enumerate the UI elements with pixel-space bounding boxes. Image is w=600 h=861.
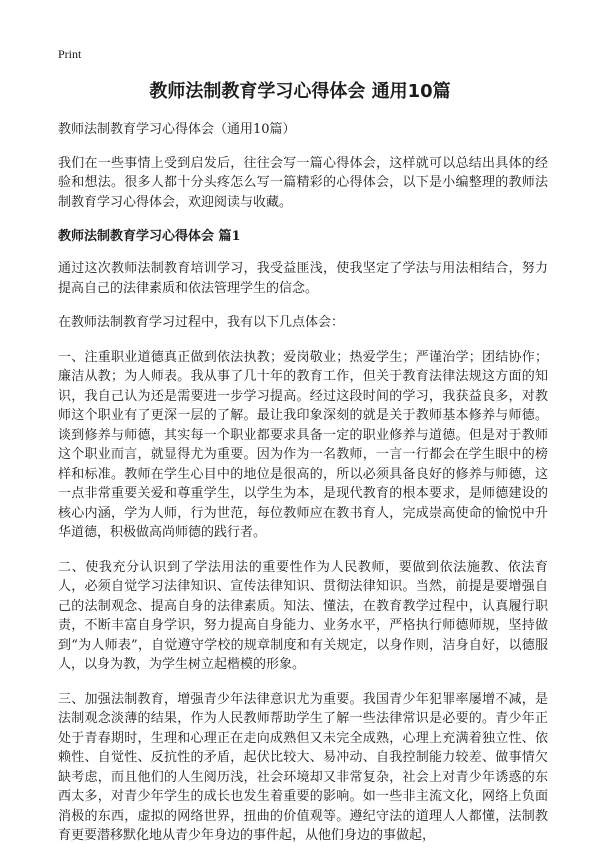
article-subtitle: 教师法制教育学习心得体会（通用10篇） bbox=[58, 122, 296, 137]
body-paragraph-5: 三、加强法制教育，增强青少年法律意识尤为重要。我国青少年犯罪率屡增不减，是法制观念淡薄的结果，作为人民教师帮助学生了解一些法律常识是必要的。青少年正处于青春期时，生理和心理正在走向成熟但又未完全成熟，心理上充满着独立性、依赖性、自觉性、反抗性的矛盾，起伏比较大、易冲动、自我控制能力较差、做事情欠缺考虑，而且他们的人生阅历浅，社会环境却又非常复杂，社会上对青少年诱惑的东西太多，对青少年学生的成长也发生着重要的影响。如一些非主流文化，网络上负面消极的东西，虚拟的网络世界，扭曲的价值观等。遵纪守法的道理人人都懂，法制教育更要潜移默化地从青少年身边的事件起，从他们身边的事做起， bbox=[58, 691, 548, 843]
section-heading: 教师法制教育学习心得体会 篇1 bbox=[58, 229, 241, 244]
page-title: 教师法制教育学习心得体会 通用10篇 bbox=[149, 81, 451, 102]
body-paragraph-3: 一、注重职业道德真正做到依法执教；爱岗敬业；热爱学生；严谨治学；团结协作；廉洁从教；为人师表。我从事了几十年的教育工作，但关于教育法律法规这方面的知识，我自己认为还是需要进一步学习提高。经过这段时间的学习，我获益良多，对教师这个职业有了更深一层的了解。最让我印象深刻的就是关于教师基本修养与师德。谈到修养与师德，其实每一个职业都要求具备一定的职业修养与道德。但是对于教师这个职业而言，就显得尤为重要。因为作为一名教师，一言一行都会在学生眼中的榜样和标准。教师在学生心目中的地位是很高的，所以必须具备良好的修养与师德，这一点非常重要关爱和尊重学生，以学生为本，是现代教育的根本要求，是师德建设的核心内涵，学为人师，行为世范，每位教师应在教书育人，完成崇高使命的愉悦中升华道德，积极做高尚师德的践行者。 bbox=[58, 349, 548, 540]
intro-paragraph: 我们在一些事情上受到启发后，往往会写一篇心得体会，这样就可以总结出具体的经验和想法。很多人都十分头疼怎么写一篇精彩的心得体会，以下是小编整理的教师法制教育学习心得体会，欢迎阅读与收藏。 bbox=[58, 155, 548, 210]
print-link[interactable]: Print bbox=[58, 47, 82, 61]
body-paragraph-2: 在教师法制教育学习过程中，我有以下几点体会： bbox=[58, 315, 345, 330]
body-paragraph-1: 通过这次教师法制教育培训学习，我受益匪浅，使我坚定了学法与用法相结合，努力提高自己的法律素质和依法管理学生的信念。 bbox=[58, 261, 548, 296]
body-paragraph-4: 二、使我充分认识到了学法用法的重要性作为人民教师，要做到依法施教、依法育人，必须自觉学习法律知识、宣传法律知识、贯彻法律知识。当然，前提是要增强自己的法制观念、提高自身的法律素质。知法、懂法，在教育教学过程中，认真履行职责，不断丰富自身学识，努力提高自身能力、业务水平，严格执行师德师规，坚持做到“为人师表”，自觉遵守学校的规章制度和有关规定，以身作则，洁身自好，以德服人，以身为教，为学生树立起楷模的形象。 bbox=[58, 559, 548, 672]
article-body bbox=[58, 120, 548, 861]
